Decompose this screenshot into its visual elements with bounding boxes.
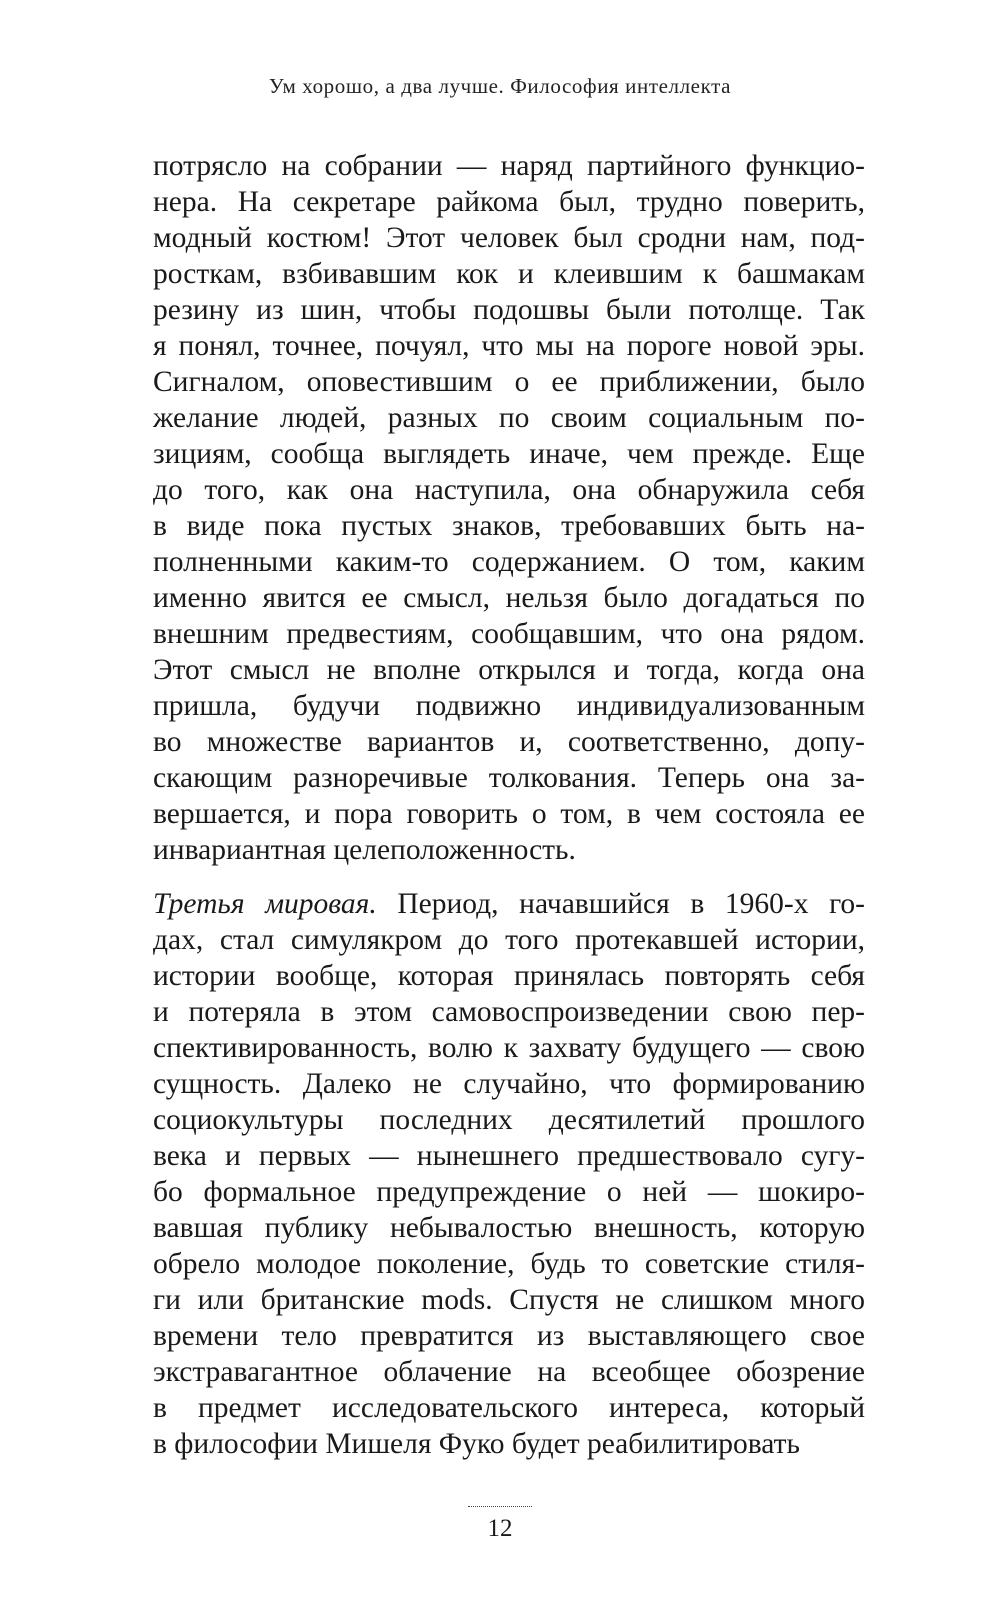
paragraph-1	[153, 148, 865, 868]
text-line: пришла, будучи подвижно индивидуализованным	[153, 690, 865, 722]
text-line: дах, стал симулякром до того протекавшей истории,	[153, 924, 865, 956]
text-line: вавшая публику небывалостью внешность, которую	[153, 1212, 865, 1244]
text-line: нера. На секретаре райкома был, трудно поверить,	[153, 186, 865, 218]
text-line: росткам, взбивавшим кок и клеившим к башмакам	[153, 258, 865, 290]
text-line: экстравагантное облачение на всеобщее обозрение	[153, 1356, 865, 1388]
page-number: 12	[487, 1515, 513, 1542]
text-line: времени тело превратится из выставляющего свое	[153, 1320, 865, 1352]
text-line: истории вообще, которая принялась повторять себя	[153, 960, 865, 992]
lead-line-rest: Период, начавшийся в 1960-х го-	[376, 888, 866, 920]
text-line: именно явится ее смысл, нельзя было догадаться по	[153, 582, 865, 614]
text-line: обрело молодое поколение, будь то советские стиля-	[153, 1248, 865, 1280]
text-line: в философии Мишеля Фуко будет реабилитировать	[153, 1428, 800, 1460]
text-line: сущность. Далеко не случайно, что формированию	[153, 1068, 865, 1100]
text-line: и потеряла в этом самовоспроизведении свою пер-	[153, 996, 865, 1028]
text-line: века и первых — нынешнего предшествовало сугу-	[153, 1140, 865, 1172]
text-line: желание людей, разных по своим социальным по-	[153, 402, 865, 434]
text-line: спективированность, волю к захвату будущего — свою	[153, 1032, 865, 1064]
text-line: модный костюм! Этот человек был сродни нам, под-	[153, 222, 865, 254]
text-line: до того, как она наступила, она обнаружила себя	[153, 474, 865, 506]
text-line: потрясло на собрании — наряд партийного функцио-	[153, 150, 865, 182]
running-title: Ум хорошо, а два лучше. Философия интеллекта	[268, 74, 732, 98]
text-line: ги или британские mods. Спустя не слишком много	[153, 1284, 865, 1316]
text-line: бо формальное предупреждение о ней — шокиро-	[153, 1176, 865, 1208]
text-line: резину из шин, чтобы подошвы были потолще. Так	[153, 294, 865, 326]
text-line: внешним предвестиям, сообщавшим, что она рядом.	[153, 618, 865, 650]
text-line: Сигналом, оповестившим о ее приближении, было	[153, 366, 865, 398]
text-line: в виде пока пустых знаков, требовавших быть на-	[153, 510, 865, 542]
text-line: в предмет исследовательского интереса, который	[153, 1392, 865, 1424]
paragraph-2	[153, 886, 865, 1462]
section-lead-italic: Третья мировая.	[153, 888, 377, 920]
text-line: Этот смысл не вполне открылся и тогда, когда она	[153, 654, 865, 686]
text-line: во множестве вариантов и, соответственно, допу-	[153, 726, 865, 758]
text-line: зициям, сообща выглядеть иначе, чем прежде. Еще	[153, 438, 865, 470]
text-line: скающим разноречивые толкования. Теперь она за-	[153, 762, 865, 794]
text-line: вершается, и пора говорить о том, в чем состояла ее	[153, 798, 865, 830]
text-line: полненными каким-то содержанием. О том, каким	[153, 546, 865, 578]
text-line: социокультуры последних десятилетий прошлого	[153, 1104, 865, 1136]
text-line: я понял, точнее, почуял, что мы на пороге новой эры.	[153, 330, 865, 362]
folio-divider	[468, 1506, 532, 1507]
paragraph-lead-line	[153, 886, 865, 922]
text-line: инвариантная целеположенность.	[153, 834, 576, 866]
